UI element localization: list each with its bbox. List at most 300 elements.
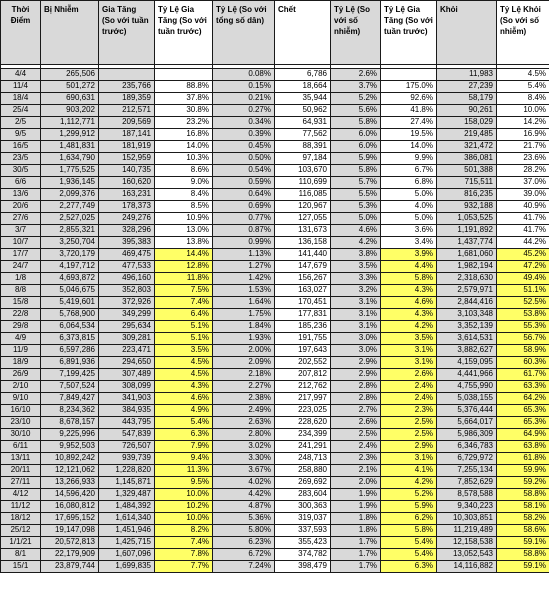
table-row <box>1 261 549 273</box>
table-row <box>1 297 549 309</box>
cell-infected: 2,099,376 <box>41 189 99 201</box>
cell-recovery-rate: 58.8% <box>497 489 549 501</box>
cell-death-increase-rate: 3.5% <box>381 333 437 345</box>
table-row <box>1 189 549 201</box>
cell-infected: 3,720,179 <box>41 249 99 261</box>
table-row <box>1 237 549 249</box>
cell-death-rate: 5.9% <box>331 153 381 165</box>
cell-death-rate: 2.1% <box>331 465 381 477</box>
cell-increase: 163,231 <box>99 189 155 201</box>
cell-date: 20/6 <box>1 201 41 213</box>
cell-increase: 443,795 <box>99 417 155 429</box>
cell-increase: 209,569 <box>99 117 155 129</box>
cell-infected: 5,768,900 <box>41 309 99 321</box>
cell-deaths: 212,762 <box>275 381 331 393</box>
cell-recovery-rate: 16.9% <box>497 129 549 141</box>
cell-death-increase-rate: 2.5% <box>381 417 437 429</box>
cell-recovered: 8,578,588 <box>437 489 497 501</box>
cell-increase-rate: 11.8% <box>155 273 213 285</box>
cell-deaths: 283,604 <box>275 489 331 501</box>
cell-increase: 395,383 <box>99 237 155 249</box>
cell-deaths: 170,451 <box>275 297 331 309</box>
cell-population-rate: 7.24% <box>213 561 275 573</box>
cell-recovered: 5,986,309 <box>437 429 497 441</box>
cell-increase: 496,160 <box>99 273 155 285</box>
cell-recovery-rate: 41.7% <box>497 225 549 237</box>
table-row <box>1 453 549 465</box>
cell-increase-rate: 10.3% <box>155 153 213 165</box>
cell-recovered: 816,235 <box>437 189 497 201</box>
cell-death-rate: 6.0% <box>331 129 381 141</box>
cell-deaths: 103,670 <box>275 165 331 177</box>
cell-death-increase-rate: 3.1% <box>381 345 437 357</box>
cell-increase: 352,803 <box>99 285 155 297</box>
cell-death-increase-rate: 3.6% <box>381 225 437 237</box>
cell-increase-rate: 4.6% <box>155 393 213 405</box>
header-cell-infected: Bị Nhiễm <box>41 1 99 65</box>
cell-death-rate: 5.0% <box>331 213 381 225</box>
cell-recovered: 12,158,538 <box>437 537 497 549</box>
cell-increase: 1,425,715 <box>99 537 155 549</box>
cell-death-rate: 2.9% <box>331 369 381 381</box>
cell-death-increase-rate: 6.2% <box>381 513 437 525</box>
cell-population-rate: 5.80% <box>213 525 275 537</box>
cell-recovery-rate: 45.2% <box>497 249 549 261</box>
table-row <box>1 549 549 561</box>
cell-increase-rate: 12.8% <box>155 261 213 273</box>
cell-recovered: 2,318,630 <box>437 273 497 285</box>
cell-recovered: 1,191,892 <box>437 225 497 237</box>
cell-date: 8/8 <box>1 285 41 297</box>
cell-population-rate: 0.27% <box>213 105 275 117</box>
cell-increase-rate: 5.1% <box>155 321 213 333</box>
cell-recovered: 10,303,851 <box>437 513 497 525</box>
cell-infected: 10,892,242 <box>41 453 99 465</box>
cell-death-increase-rate <box>381 69 437 81</box>
cell-infected: 14,596,420 <box>41 489 99 501</box>
table-row <box>1 153 549 165</box>
cell-population-rate: 0.87% <box>213 225 275 237</box>
cell-recovery-rate: 61.8% <box>497 453 549 465</box>
cell-increase-rate: 14.0% <box>155 141 213 153</box>
cell-death-rate: 5.7% <box>331 177 381 189</box>
cell-infected: 7,199,425 <box>41 369 99 381</box>
cell-date: 2/10 <box>1 381 41 393</box>
cell-increase-rate: 13.0% <box>155 225 213 237</box>
cell-death-increase-rate: 4.3% <box>381 309 437 321</box>
cell-recovery-rate: 65.3% <box>497 405 549 417</box>
cell-increase: 1,607,096 <box>99 549 155 561</box>
cell-recovered: 219,485 <box>437 129 497 141</box>
table-row <box>1 417 549 429</box>
cell-infected: 8,678,157 <box>41 417 99 429</box>
table-row <box>1 225 549 237</box>
cell-death-increase-rate: 2.3% <box>381 405 437 417</box>
header-cell-recovered: Khỏi <box>437 1 497 65</box>
cell-death-increase-rate: 9.9% <box>381 153 437 165</box>
cell-date: 6/11 <box>1 441 41 453</box>
cell-death-rate: 1.7% <box>331 537 381 549</box>
cell-date: 15/1 <box>1 561 41 573</box>
table-row <box>1 465 549 477</box>
header-row <box>1 1 549 65</box>
cell-date: 24/7 <box>1 261 41 273</box>
cell-increase-rate: 9.0% <box>155 177 213 189</box>
cell-deaths: 127,055 <box>275 213 331 225</box>
cell-date: 29/8 <box>1 321 41 333</box>
cell-increase-rate: 10.0% <box>155 513 213 525</box>
cell-date: 8/1 <box>1 549 41 561</box>
cell-recovered: 5,376,444 <box>437 405 497 417</box>
cell-date: 23/5 <box>1 153 41 165</box>
cell-recovered: 14,116,882 <box>437 561 497 573</box>
cell-recovered: 321,472 <box>437 141 497 153</box>
cell-death-increase-rate: 14.0% <box>381 141 437 153</box>
cell-recovery-rate: 63.3% <box>497 381 549 393</box>
cell-death-rate: 4.2% <box>331 237 381 249</box>
cell-death-rate: 6.0% <box>331 141 381 153</box>
cell-recovery-rate: 56.7% <box>497 333 549 345</box>
table-row <box>1 489 549 501</box>
cell-increase: 1,228,820 <box>99 465 155 477</box>
cell-date: 4/12 <box>1 489 41 501</box>
cell-increase: 160,620 <box>99 177 155 189</box>
cell-population-rate: 0.34% <box>213 117 275 129</box>
cell-recovered: 1,681,060 <box>437 249 497 261</box>
cell-recovery-rate: 59.1% <box>497 561 549 573</box>
table-row <box>1 321 549 333</box>
cell-increase-rate: 6.4% <box>155 309 213 321</box>
cell-increase-rate: 16.8% <box>155 129 213 141</box>
cell-recovery-rate: 58.9% <box>497 345 549 357</box>
cell-infected: 13,266,933 <box>41 477 99 489</box>
cell-increase-rate: 4.5% <box>155 357 213 369</box>
cell-deaths: 77,562 <box>275 129 331 141</box>
cell-increase-rate: 8.6% <box>155 165 213 177</box>
cell-deaths: 163,027 <box>275 285 331 297</box>
cell-recovered: 3,103,348 <box>437 309 497 321</box>
cell-date: 13/6 <box>1 189 41 201</box>
cell-deaths: 136,158 <box>275 237 331 249</box>
cell-recovered: 4,441,966 <box>437 369 497 381</box>
cell-increase: 469,475 <box>99 249 155 261</box>
cell-death-increase-rate: 5.2% <box>381 489 437 501</box>
cell-increase-rate: 7.7% <box>155 561 213 573</box>
cell-death-increase-rate: 4.4% <box>381 261 437 273</box>
cell-infected: 4,197,712 <box>41 261 99 273</box>
cell-death-increase-rate: 5.4% <box>381 549 437 561</box>
cell-recovery-rate: 40.9% <box>497 201 549 213</box>
cell-infected: 6,373,815 <box>41 333 99 345</box>
cell-date: 25/4 <box>1 105 41 117</box>
cell-infected: 6,597,286 <box>41 345 99 357</box>
cell-increase: 1,614,340 <box>99 513 155 525</box>
cell-recovery-rate: 39.0% <box>497 189 549 201</box>
cell-recovery-rate: 28.2% <box>497 165 549 177</box>
cell-infected: 1,112,771 <box>41 117 99 129</box>
cell-recovered: 13,052,543 <box>437 549 497 561</box>
cell-death-increase-rate: 4.1% <box>381 465 437 477</box>
cell-death-rate: 1.8% <box>331 525 381 537</box>
cell-death-rate: 2.6% <box>331 69 381 81</box>
cell-death-increase-rate: 4.3% <box>381 285 437 297</box>
cell-death-increase-rate: 4.2% <box>381 321 437 333</box>
cell-deaths: 64,931 <box>275 117 331 129</box>
cell-date: 25/12 <box>1 525 41 537</box>
cell-recovered: 4,159,095 <box>437 357 497 369</box>
cell-increase: 328,296 <box>99 225 155 237</box>
cell-recovery-rate: 37.0% <box>497 177 549 189</box>
cell-date: 27/11 <box>1 477 41 489</box>
cell-death-rate: 3.0% <box>331 333 381 345</box>
cell-date: 6/6 <box>1 177 41 189</box>
cell-increase-rate: 37.8% <box>155 93 213 105</box>
cell-increase: 178,373 <box>99 201 155 213</box>
cell-death-increase-rate: 2.4% <box>381 393 437 405</box>
cell-death-rate: 5.5% <box>331 189 381 201</box>
header-cell-increase: Gia Tăng (So với tuần trước) <box>99 1 155 65</box>
cell-date: 20/11 <box>1 465 41 477</box>
cell-recovered: 3,352,139 <box>437 321 497 333</box>
cell-death-increase-rate: 3.1% <box>381 453 437 465</box>
cell-date: 13/11 <box>1 453 41 465</box>
cell-death-increase-rate: 2.9% <box>381 441 437 453</box>
cell-population-rate: 2.63% <box>213 417 275 429</box>
cell-recovered: 715,511 <box>437 177 497 189</box>
table-row <box>1 69 549 81</box>
cell-recovery-rate: 58.6% <box>497 525 549 537</box>
cell-deaths: 120,967 <box>275 201 331 213</box>
cell-recovered: 3,614,531 <box>437 333 497 345</box>
cell-date: 22/8 <box>1 309 41 321</box>
cell-population-rate: 1.84% <box>213 321 275 333</box>
cell-infected: 6,891,936 <box>41 357 99 369</box>
cell-population-rate: 1.75% <box>213 309 275 321</box>
cell-increase <box>99 69 155 81</box>
cell-date: 11/9 <box>1 345 41 357</box>
cell-recovery-rate: 58.2% <box>497 513 549 525</box>
cell-deaths: 97,184 <box>275 153 331 165</box>
cell-recovery-rate: 59.9% <box>497 465 549 477</box>
cell-increase-rate: 9.5% <box>155 477 213 489</box>
cell-increase: 939,739 <box>99 453 155 465</box>
cell-recovery-rate: 58.1% <box>497 501 549 513</box>
cell-recovery-rate: 21.7% <box>497 141 549 153</box>
cell-infected: 22,179,909 <box>41 549 99 561</box>
cell-death-increase-rate: 6.3% <box>381 561 437 573</box>
cell-date: 11/12 <box>1 501 41 513</box>
cell-population-rate: 1.13% <box>213 249 275 261</box>
cell-death-rate: 1.8% <box>331 513 381 525</box>
table-row <box>1 441 549 453</box>
table-row <box>1 525 549 537</box>
cell-increase: 307,489 <box>99 369 155 381</box>
table-row <box>1 117 549 129</box>
cell-deaths: 374,782 <box>275 549 331 561</box>
cell-increase-rate: 23.2% <box>155 117 213 129</box>
cell-increase: 187,141 <box>99 129 155 141</box>
cell-death-increase-rate: 5.8% <box>381 525 437 537</box>
cell-population-rate: 2.00% <box>213 345 275 357</box>
cell-recovered: 5,664,017 <box>437 417 497 429</box>
cell-deaths: 177,831 <box>275 309 331 321</box>
cell-date: 3/7 <box>1 225 41 237</box>
cell-population-rate: 3.02% <box>213 441 275 453</box>
cell-increase-rate: 10.0% <box>155 489 213 501</box>
cell-recovery-rate: 41.7% <box>497 213 549 225</box>
cell-recovered: 4,755,990 <box>437 381 497 393</box>
cell-death-rate: 1.9% <box>331 489 381 501</box>
cell-infected: 3,250,704 <box>41 237 99 249</box>
cell-population-rate: 2.49% <box>213 405 275 417</box>
table-row <box>1 381 549 393</box>
cell-population-rate: 6.72% <box>213 549 275 561</box>
cell-recovery-rate: 4.5% <box>497 69 549 81</box>
cell-death-rate: 1.9% <box>331 501 381 513</box>
cell-recovery-rate: 63.8% <box>497 441 549 453</box>
cell-death-increase-rate: 4.6% <box>381 297 437 309</box>
cell-date: 16/5 <box>1 141 41 153</box>
cell-infected: 19,147,098 <box>41 525 99 537</box>
cell-increase: 189,359 <box>99 93 155 105</box>
cell-deaths: 185,236 <box>275 321 331 333</box>
cell-increase: 547,839 <box>99 429 155 441</box>
cell-death-increase-rate: 5.0% <box>381 189 437 201</box>
cell-recovered: 11,983 <box>437 69 497 81</box>
cell-population-rate: 0.54% <box>213 165 275 177</box>
cell-increase: 223,471 <box>99 345 155 357</box>
cell-date: 9/10 <box>1 393 41 405</box>
cell-population-rate: 1.42% <box>213 273 275 285</box>
cell-increase-rate: 88.8% <box>155 81 213 93</box>
cell-deaths: 223,025 <box>275 405 331 417</box>
cell-recovered: 3,882,627 <box>437 345 497 357</box>
cell-recovery-rate: 65.3% <box>497 417 549 429</box>
cell-recovery-rate: 14.2% <box>497 117 549 129</box>
cell-recovery-rate: 58.8% <box>497 549 549 561</box>
cell-deaths: 197,643 <box>275 345 331 357</box>
cell-deaths: 355,423 <box>275 537 331 549</box>
table-row <box>1 141 549 153</box>
table-row <box>1 369 549 381</box>
cell-death-rate: 2.8% <box>331 393 381 405</box>
cell-population-rate: 0.64% <box>213 189 275 201</box>
cell-death-rate: 3.0% <box>331 345 381 357</box>
cell-date: 18/9 <box>1 357 41 369</box>
cell-death-increase-rate: 3.4% <box>381 237 437 249</box>
cell-date: 30/10 <box>1 429 41 441</box>
cell-death-increase-rate: 4.2% <box>381 477 437 489</box>
table-row <box>1 357 549 369</box>
cell-population-rate: 0.45% <box>213 141 275 153</box>
table-row <box>1 201 549 213</box>
cell-infected: 5,046,675 <box>41 285 99 297</box>
cell-population-rate: 1.53% <box>213 285 275 297</box>
cell-recovered: 7,852,629 <box>437 477 497 489</box>
cell-recovered: 7,255,134 <box>437 465 497 477</box>
cell-increase: 308,099 <box>99 381 155 393</box>
table-row <box>1 405 549 417</box>
cell-infected: 4,693,872 <box>41 273 99 285</box>
cell-deaths: 202,552 <box>275 357 331 369</box>
cell-infected: 1,775,525 <box>41 165 99 177</box>
cell-increase-rate: 3.5% <box>155 345 213 357</box>
cell-deaths: 50,962 <box>275 105 331 117</box>
cell-infected: 17,695,152 <box>41 513 99 525</box>
cell-death-increase-rate: 4.0% <box>381 201 437 213</box>
cell-increase: 212,571 <box>99 105 155 117</box>
cell-deaths: 398,479 <box>275 561 331 573</box>
cell-increase: 295,634 <box>99 321 155 333</box>
cell-population-rate: 0.08% <box>213 69 275 81</box>
cell-death-increase-rate: 5.0% <box>381 213 437 225</box>
cell-death-rate: 2.4% <box>331 441 381 453</box>
cell-recovered: 2,579,971 <box>437 285 497 297</box>
table-row <box>1 273 549 285</box>
cell-infected: 6,064,534 <box>41 321 99 333</box>
header-cell-death-rate: Tỷ Lệ (So với số nhiễm) <box>331 1 381 65</box>
cell-date: 4/4 <box>1 69 41 81</box>
cell-increase: 140,735 <box>99 165 155 177</box>
cell-death-increase-rate: 5.4% <box>381 537 437 549</box>
cell-population-rate: 4.02% <box>213 477 275 489</box>
table-row <box>1 501 549 513</box>
cell-infected: 2,855,321 <box>41 225 99 237</box>
cell-increase: 1,451,946 <box>99 525 155 537</box>
cell-recovery-rate: 52.5% <box>497 297 549 309</box>
cell-infected: 1,936,145 <box>41 177 99 189</box>
cell-deaths: 141,440 <box>275 249 331 261</box>
cell-death-increase-rate: 6.8% <box>381 177 437 189</box>
cell-population-rate: 0.39% <box>213 129 275 141</box>
cell-population-rate: 3.30% <box>213 453 275 465</box>
cell-increase: 1,329,487 <box>99 489 155 501</box>
cell-date: 27/6 <box>1 213 41 225</box>
cell-death-rate: 3.7% <box>331 81 381 93</box>
cell-increase-rate: 7.5% <box>155 285 213 297</box>
table-row <box>1 129 549 141</box>
header-cell-recovery-rate: Tỷ Lệ Khỏi (So với số nhiễm) <box>497 1 549 65</box>
cell-population-rate: 0.59% <box>213 177 275 189</box>
cell-date: 9/5 <box>1 129 41 141</box>
cell-recovery-rate: 51.1% <box>497 285 549 297</box>
cell-recovered: 5,038,155 <box>437 393 497 405</box>
cell-increase-rate: 13.8% <box>155 237 213 249</box>
cell-deaths: 147,679 <box>275 261 331 273</box>
cell-increase: 294,650 <box>99 357 155 369</box>
cell-recovery-rate: 53.8% <box>497 309 549 321</box>
cell-population-rate: 5.36% <box>213 513 275 525</box>
cell-death-increase-rate: 27.4% <box>381 117 437 129</box>
cell-deaths: 6,786 <box>275 69 331 81</box>
cell-deaths: 234,399 <box>275 429 331 441</box>
cell-increase-rate: 30.8% <box>155 105 213 117</box>
cell-recovered: 2,844,416 <box>437 297 497 309</box>
cell-increase: 1,145,871 <box>99 477 155 489</box>
cell-infected: 1,634,790 <box>41 153 99 165</box>
cell-date: 10/7 <box>1 237 41 249</box>
cell-date: 18/4 <box>1 93 41 105</box>
cell-increase: 341,903 <box>99 393 155 405</box>
cell-increase-rate: 5.1% <box>155 333 213 345</box>
header-cell-date: Thời Điểm <box>1 1 41 65</box>
cell-recovered: 58,179 <box>437 93 497 105</box>
cell-recovered: 1,982,194 <box>437 261 497 273</box>
cell-population-rate: 4.42% <box>213 489 275 501</box>
cell-deaths: 300,363 <box>275 501 331 513</box>
cell-date: 26/9 <box>1 369 41 381</box>
cell-death-rate: 5.6% <box>331 105 381 117</box>
